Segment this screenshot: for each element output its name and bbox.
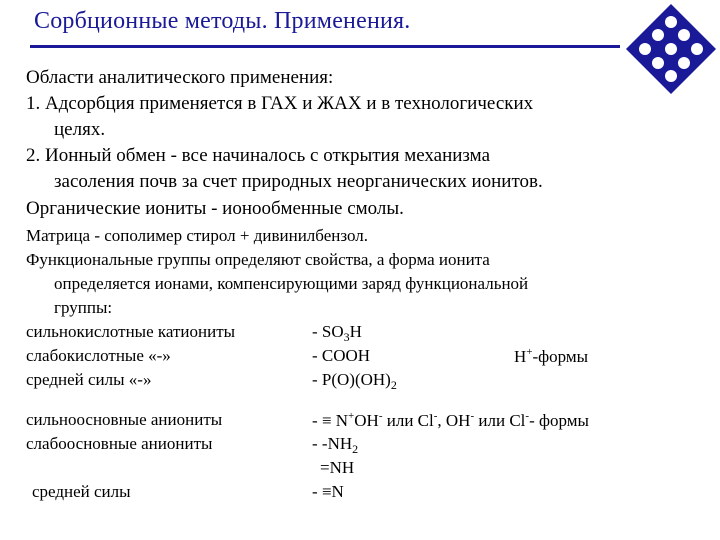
weak-base-anion-label: слабоосновные аниониты: [26, 434, 213, 453]
item2-line1: 2. Ионный обмен - все начиналось с открытия механизма: [26, 145, 490, 166]
logo-dots: [639, 16, 703, 82]
organic-ionites-line: Органические иониты - ионообменные смолы.: [26, 198, 404, 219]
strong-base-anion-label: сильноосновные аниониты: [26, 410, 223, 429]
strong-acid-cation-label: сильнокислотные катиониты: [26, 322, 236, 341]
diamond-dots-logo-icon: [626, 4, 716, 94]
strong-acid-formula: - $SO_3H$: [312, 322, 362, 344]
medium-acid-cation-label: средней силы «-»: [26, 370, 152, 389]
matrix-line: Матрица - сополимер стирол + дивинилбензол.: [26, 226, 368, 245]
medium-base-anion-label: средней силы: [32, 482, 131, 501]
functional-groups-line1: Функциональные группы определяют свойства, а форма ионита: [26, 250, 490, 269]
item1-line2: целях.: [54, 119, 106, 140]
item1-line1: 1. Адсорбция применяется в ГАХ и ЖАХ и в технологических: [26, 93, 534, 114]
strong-base-formula: - ≡ N+OH- или Cl-, OH- или Cl-- формы: [312, 410, 589, 430]
medium-base-formula: - ≡N: [312, 482, 344, 501]
functional-groups-line3: группы:: [54, 298, 113, 317]
title-underline: [30, 45, 620, 48]
h-form-label: H+-формы: [514, 346, 589, 366]
slide-title: Сорбционные методы. Применения.: [34, 8, 411, 34]
weak-base-formula-line2: =NH: [320, 458, 355, 477]
weak-base-formula: - $-NH_2$: [312, 434, 359, 456]
weak-acid-cation-label: слабокислотные «-»: [26, 346, 171, 365]
medium-acid-formula: - $P(O)(OH)_2$: [312, 370, 397, 392]
item2-line2: засоления почв за счет природных неорганических ионитов.: [54, 171, 543, 192]
applications-heading: Области аналитического применения:: [26, 67, 334, 88]
weak-acid-formula: - COOH: [312, 346, 371, 365]
functional-groups-line2: определяется ионами, компенсирующими заряд функциональной: [54, 274, 529, 293]
